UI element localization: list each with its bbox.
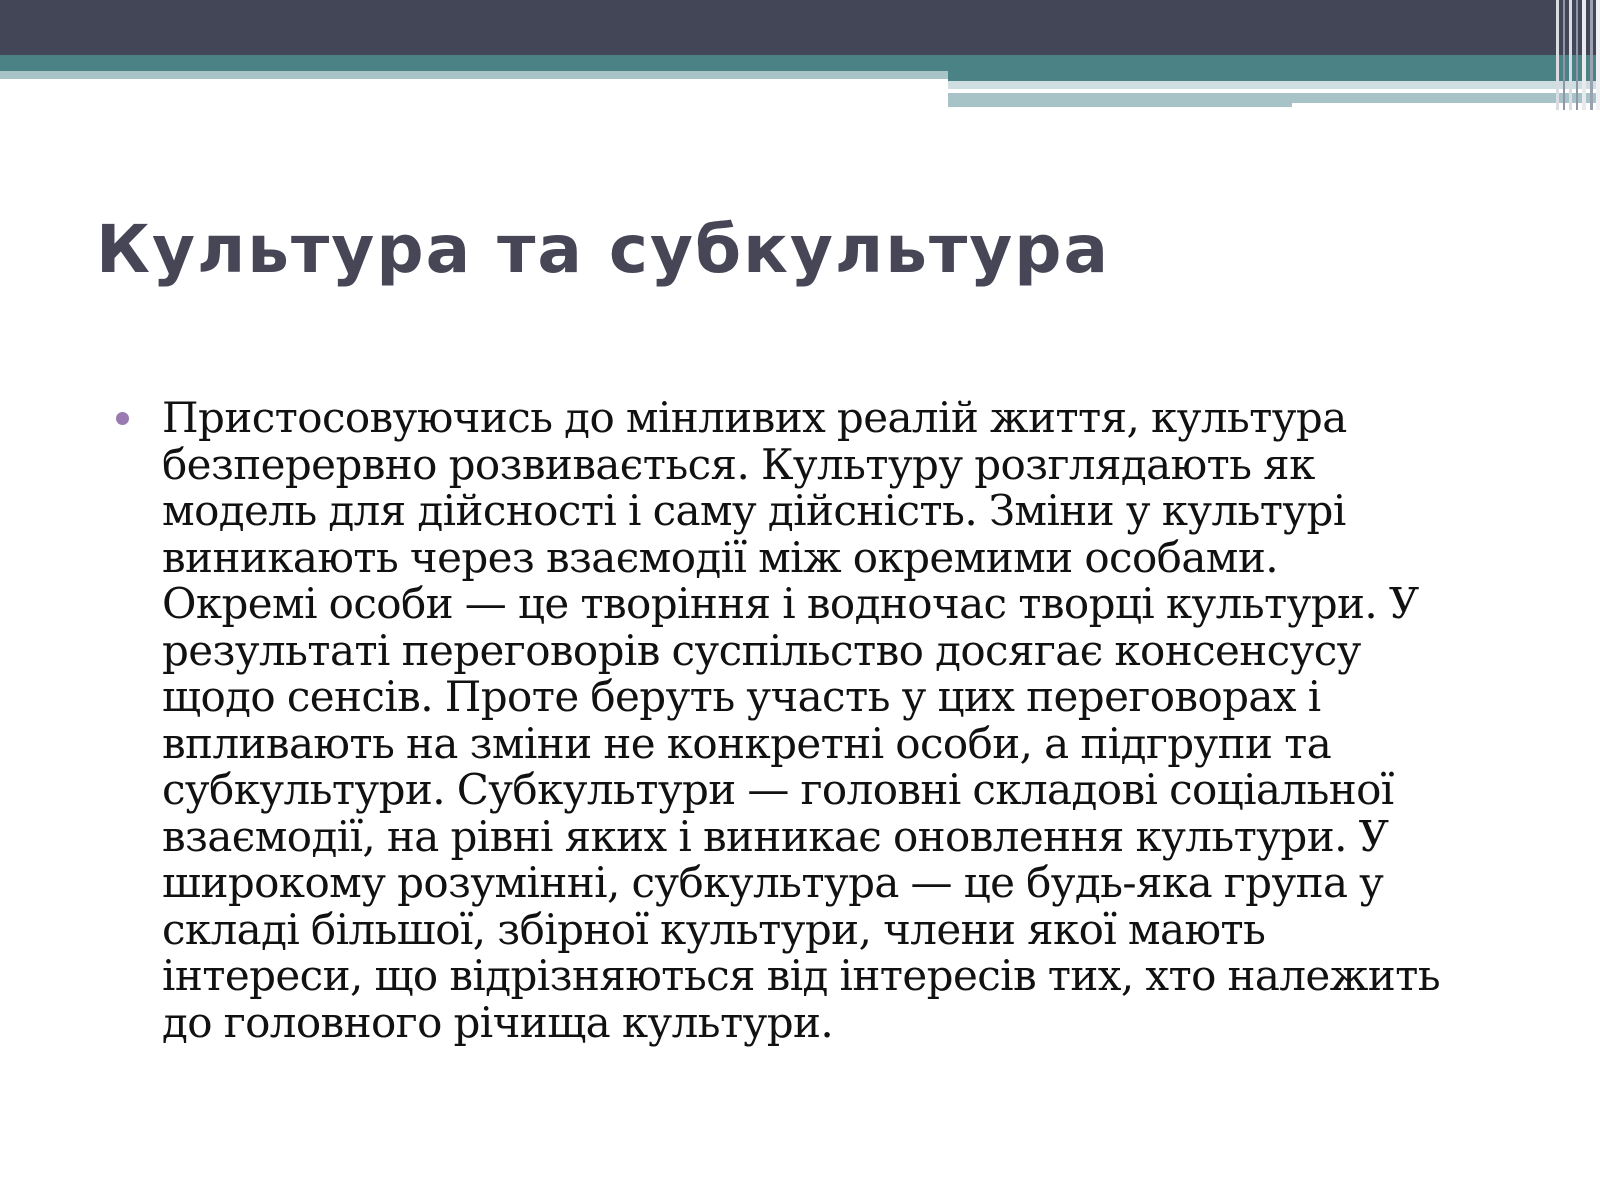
body-line: до головного річища культури. xyxy=(162,997,834,1047)
corner-stripe xyxy=(1556,0,1559,110)
body-line: взаємодії, на рівні яких і виникає оновлення культури. У xyxy=(162,811,1389,861)
body-line: широкому розумінні, субкультура — це будь-яка група у xyxy=(162,858,1384,907)
body-line: виникають через взаємодії між окремими особами. xyxy=(162,532,1278,582)
body-line: Пристосовуючись до мінливих реалій життя, культура xyxy=(162,393,1347,442)
body-line: Окремі особи — це творіння і водночас творці культури. У xyxy=(162,579,1419,628)
bullet-dot-icon xyxy=(116,412,129,425)
header-band-light-left xyxy=(0,71,948,79)
body-line: щодо сенсів. Проте беруть участь у цих переговорах і xyxy=(162,672,1321,721)
corner-stripe xyxy=(1576,0,1578,110)
corner-stripe xyxy=(1582,0,1586,110)
body-line: субкультури. Субкультури — головні складові соціальної xyxy=(162,765,1394,814)
corner-stripe xyxy=(1590,0,1593,110)
header-band-dark xyxy=(0,0,1600,55)
body-line: модель для дійсності і саму дійсність. Зміни у культурі xyxy=(162,486,1346,535)
corner-stripe xyxy=(1563,0,1565,110)
header-band-teal-right xyxy=(948,71,1600,81)
bullet-paragraph xyxy=(162,395,1512,1046)
bullet-item xyxy=(112,395,1512,1046)
body-line: результаті переговорів суспільство досягає консенсусу xyxy=(162,625,1361,675)
body-line: складі більшої, збірної культури, члени якої мають xyxy=(162,904,1266,954)
header-band-teal xyxy=(0,55,1600,71)
slide-title: Культура та субкультура xyxy=(96,211,1111,288)
slide-body xyxy=(112,395,1512,1046)
corner-stripe xyxy=(1569,0,1572,110)
corner-stripe xyxy=(1596,0,1600,110)
header-band-notch xyxy=(1292,103,1600,107)
header-band-pale-right xyxy=(948,81,1600,89)
body-line: безперервно розвивається. Культуру розглядають як xyxy=(162,439,1315,489)
body-line: впливають на зміни не конкретні особи, а підгрупи та xyxy=(162,718,1332,768)
body-line: інтереси, що відрізняються від інтересів тих, хто належить xyxy=(162,951,1441,1000)
